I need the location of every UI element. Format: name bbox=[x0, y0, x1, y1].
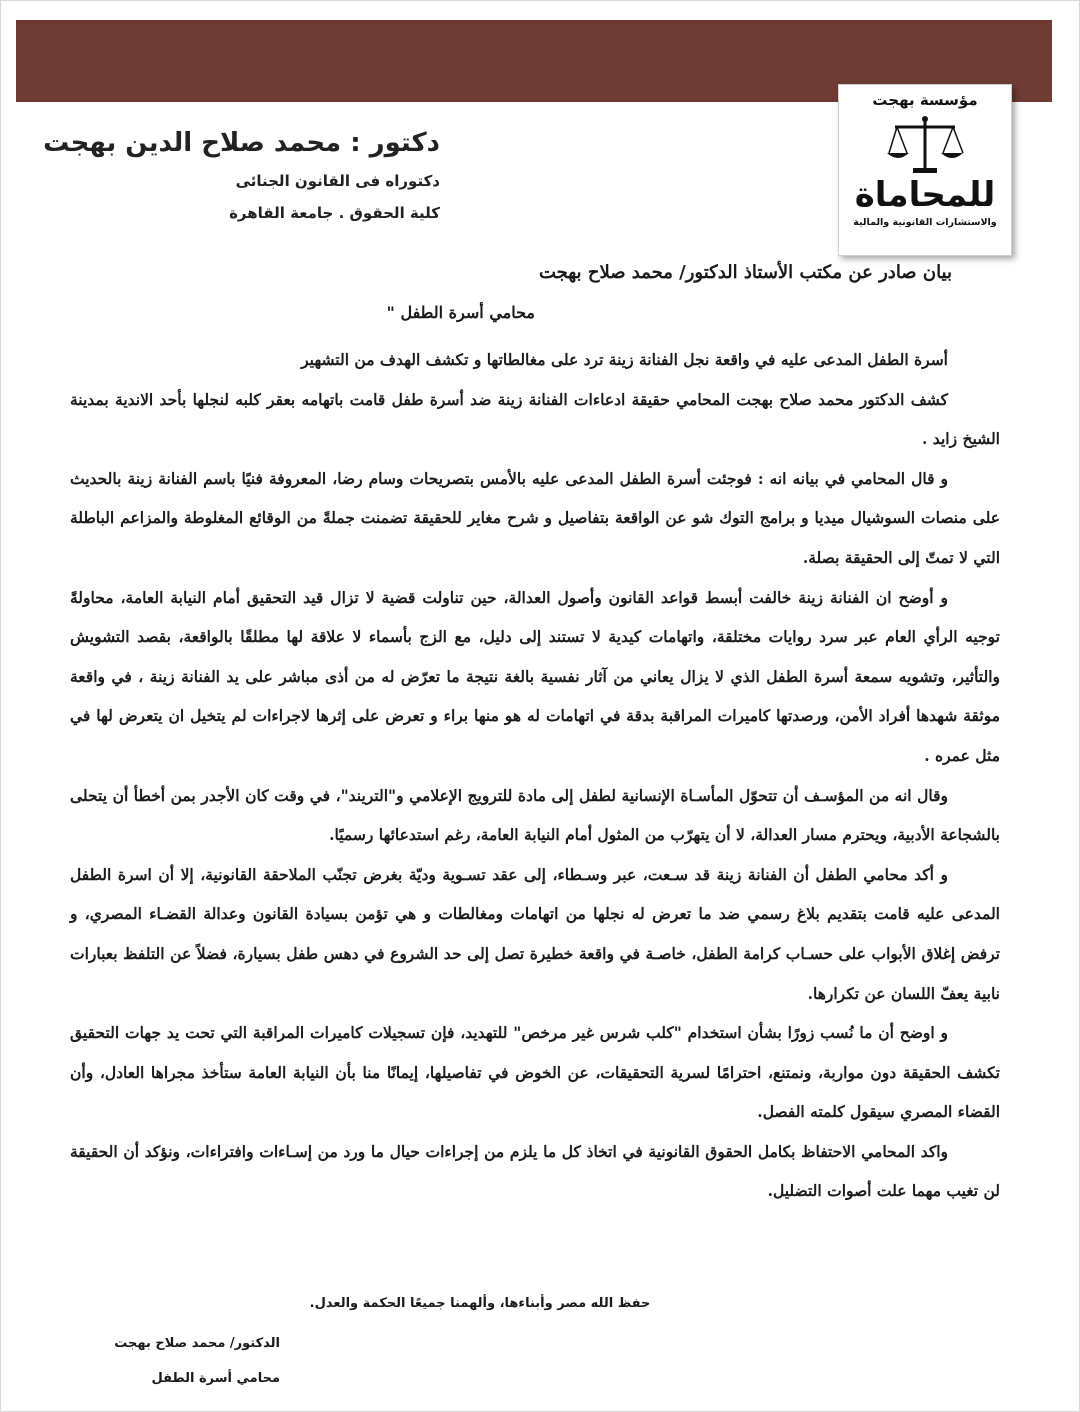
paragraph: و قال المحامي في بيانه انه : فوجئت أسرة الطفل المدعى عليه بالأمس بتصريحات وسام رضا، المعروفة فنيًا باسم الفنانة زينة بالحديث على منصات السوشيال ميديا و برامج التوك شو عن الواقعة بتفاصيل و شرح مغاير للحقيقة تضمنت جملةً من الوقائع المغلوطة والمزاعم الباطلة التي لا تمتّ إلى الحقيقة بصلة. bbox=[70, 468, 1000, 567]
author-degree: دكتوراه فى القانون الجنائى bbox=[235, 172, 440, 190]
statement-subtitle: محامي أسرة الطفل " bbox=[386, 303, 535, 322]
logo-sub-text: والاستشارات القانونية والمالية bbox=[853, 217, 997, 228]
logo-main-text: للمحاماة bbox=[854, 175, 996, 215]
statement-body bbox=[70, 340, 1000, 1211]
signature-name: الدكتور/ محمد صلاح بهجت bbox=[114, 1336, 280, 1351]
author-faculty: كلية الحقوق . جامعة القاهرة bbox=[229, 204, 440, 222]
signature-block bbox=[60, 1336, 280, 1406]
author-block bbox=[43, 128, 440, 236]
firm-logo bbox=[838, 84, 1012, 256]
paragraph: و اوضح أن ما نُسب زورًا بشأن استخدام "كلب شرس غير مرخص" للتهديد، فإن تسجيلات كاميرات المراقبة التي تحت يد جهات التحقيق تكشف الحقيقة دون مواربة، ونمتنع، احترامًا لسرية التحقيقات، عن الخوض في تفاصيلها، إيمانًا منا بأن النيابة العامة ستأخذ مجراها العادل، وأن القضاء المصري سيقول كلمته الفصل. bbox=[70, 1023, 1000, 1122]
paragraph: و أكد محامي الطفل أن الفنانة زينة قد سـعت، عبر وسـطاء، إلى عقد تسـوية وديّة بغرض تجنّب الملاحقة القانونية، إلا أن اسرة الطفل المدعى عليه قامت بتقديم بلاغ رسمي ضد ما تعرض له نجلها من اتهامات ومغالطات و هي تؤمن بسيادة القانون وعدالة القضـاء المصري، و ترفض إغلاق الأبواب على حسـاب كرامة الطفل، خاصـة في واقعة خطيرة تصل إلى حد الشروع في دهس طفل بسيارة، فضلاً عن التلفظ بعبارات نابية يعفّ اللسان عن تكرارها. bbox=[70, 864, 1000, 1003]
signature-role: محامي أسرة الطفل bbox=[151, 1371, 280, 1386]
logo-top-text: مؤسسة بهجت bbox=[872, 91, 978, 109]
paragraph: أسرة الطفل المدعى عليه في واقعة نجل الفنانة زينة ترد على مغالطاتها و تكشف الهدف من التشهير bbox=[301, 350, 948, 369]
author-name: دكتور : محمد صلاح الدين بهجت bbox=[43, 128, 440, 158]
closing-prayer: حفظ الله مصر وأبناءها، وألهمنا جميعًا الحكمة والعدل. bbox=[309, 1296, 651, 1311]
paragraph: وقال انه من المؤسـف أن تتحوّل المأسـاة الإنسانية لطفل إلى مادة للترويج الإعلامي و"التريند"، في وقت كان الأجدر بمن أخطأ أن يتحلى بالشجاعة الأدبية، ويحترم مسار العدالة، لا أن يتهرّب من المثول أمام النيابة العامة، رغم استدعائها رسميًا. bbox=[70, 785, 1000, 845]
paragraph: كشف الدكتور محمد صلاح بهجت المحامي حقيقة ادعاءات الفنانة زينة ضد أسرة طفل قامت باتهامه بعقر كلبه لنجلها بأحد الاندية بمدينة الشيخ زايد . bbox=[70, 389, 1000, 449]
statement-title: بيان صادر عن مكتب الأستاذ الدكتور/ محمد صلاح بهجت bbox=[538, 262, 952, 283]
paragraph: واكد المحامي الاحتفاظ بكامل الحقوق القانونية في اتخاذ كل ما يلزم من إجراءات حيال ما ورد من إسـاءات وافتراءات، ونؤكد أن الحقيقة لن تغيب مهما علت أصوات التضليل. bbox=[70, 1141, 1000, 1201]
paragraph: و أوضح ان الفنانة زينة خالفت أبسط قواعد القانون وأصول العدالة، حين تناولت قضية لا تزال قيد التحقيق أمام النيابة العامة، محاولةً توجيه الرأي العام عبر سرد روايات مختلقة، واتهامات كيدية لا تستند إلى دليل، مع الزج بأسماء لا علاقة لها مطلقًا بالواقعة، بقصد التشويش والتأثير، وتشويه سمعة أسرة الطفل الذي لا يزال يعاني من آثار نفسية بالغة نتيجة ما تعرّض له من أذى مباشر على يد الفنانة زينة ، في واقعة موثقة شهدها أفراد الأمن، ورصدتها كاميرات المراقبة بدقة في اتهامات له هو منها براء و تعرض على إثرها لاجراءات لم يتخيل ان يتعرض لها في مثل عمره . bbox=[70, 587, 1000, 765]
scales-of-justice-icon bbox=[885, 113, 965, 177]
